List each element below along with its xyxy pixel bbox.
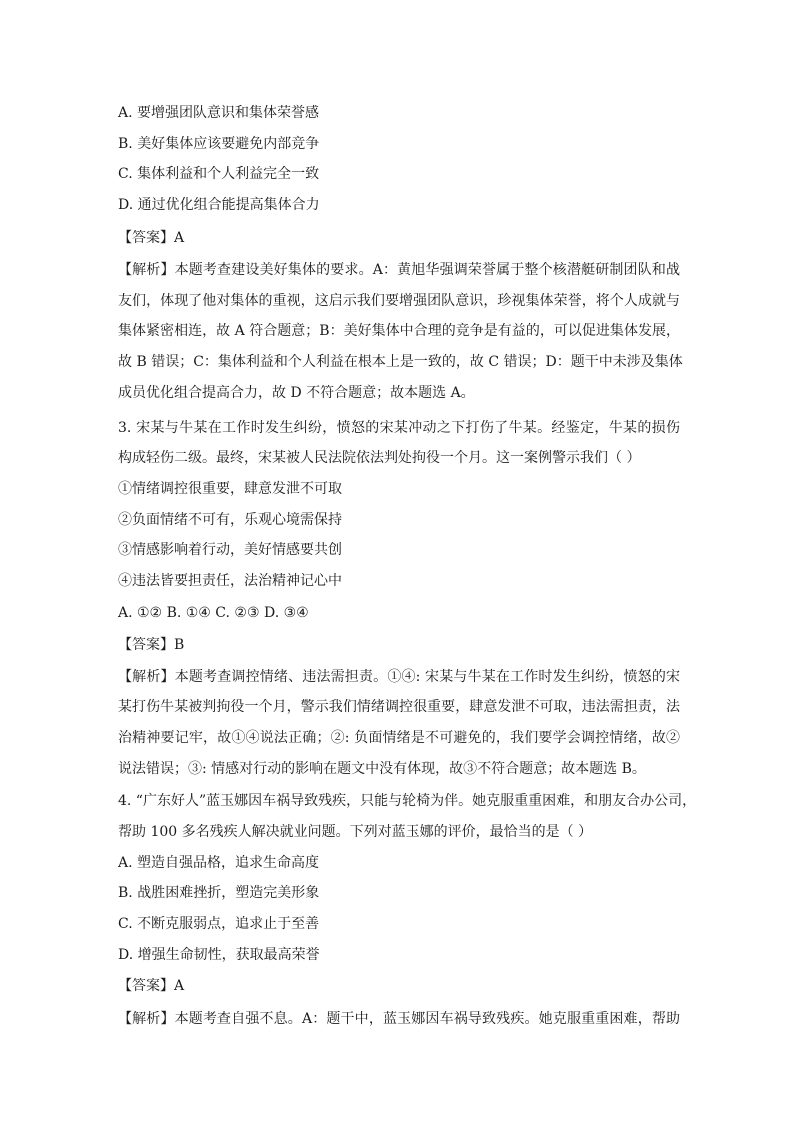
q2-analysis-line: 故 B 错误；C：集体利益和个人利益在根本上是一致的，故 C 错误；D：题干中未涉及集体	[118, 354, 683, 370]
q2-analysis-line: 集体紧密相连，故 A 符合题意；B：美好集体中合理的竞争是有益的，可以促进集体发展，	[118, 323, 680, 339]
q4-option-d: D. 增强生命韧性，获取最高荣誉	[118, 947, 320, 963]
q4-stem-line: 4. “广东好人”蓝玉娜因车祸导致残疾，只能与轮椅为伴。她克服重重困难，和朋友合办公司，	[118, 793, 697, 809]
q2-option-a: A. 要增强团队意识和集体荣誉感	[118, 105, 320, 121]
q4-option-c: C. 不断克服弱点，追求止于至善	[118, 916, 320, 932]
q4-option-a: A. 塑造自强品格，追求生命高度	[118, 855, 320, 871]
q3-stem-line: 3. 宋某与牛某在工作时发生纠纷，愤怒的宋某冲动之下打伤了牛某。经鉴定，牛某的损伤	[118, 420, 680, 436]
q3-options: A. ①② B. ①④ C. ②③ D. ③④	[118, 605, 309, 621]
q3-statement: ①情绪调控很重要，肆意发泄不可取	[118, 481, 342, 497]
q4-answer: 【答案】A	[118, 978, 185, 994]
q3-analysis-line: 说法错误；③: 情感对行动的影响在题文中没有体现，故③不符合题意；故本题选 B。	[118, 761, 646, 777]
q2-analysis-line: 【解析】本题考查建设美好集体的要求。A：黄旭华强调荣誉属于整个核潜艇研制团队和战	[118, 262, 680, 278]
q3-statement: ②负面情绪不可有，乐观心境需保持	[118, 512, 342, 528]
q4-analysis-line: 【解析】本题考查自强不息。A：题干中，蓝玉娜因车祸导致残疾。她克服重重困难，帮助	[118, 1011, 680, 1027]
q3-stem-line: 构成轻伤二级。最终，宋某被人民法院依法判处拘役一个月。这一案例警示我们（ ）	[118, 450, 641, 466]
q4-stem-line: 帮助 100 多名残疾人解决就业问题。下列对蓝玉娜的评价，最恰当的是（ ）	[118, 824, 593, 840]
q2-analysis-line: 成员优化组合提高合力，故 D 不符合题意；故本题选 A。	[118, 385, 475, 401]
q4-option-b: B. 战胜困难挫折，塑造完美形象	[118, 885, 320, 901]
q2-option-c: C. 集体利益和个人利益完全一致	[118, 166, 320, 182]
q2-analysis-line: 友们，体现了他对集体的重视，这启示我们要增强团队意识，珍视集体荣誉，将个人成就与	[118, 293, 680, 309]
q2-option-d: D. 通过优化组合能提高集体合力	[118, 197, 320, 213]
q3-answer: 【答案】B	[118, 637, 185, 653]
q3-statement: ③情感影响着行动，美好情感要共创	[118, 542, 342, 558]
q2-answer: 【答案】A	[118, 230, 185, 246]
q3-analysis-line: 治精神要记牢，故①④说法正确；②: 负面情绪是不可避免的，我们要学会调控情绪，故②	[118, 730, 680, 746]
q2-option-b: B. 美好集体应该要避免内部竞争	[118, 136, 320, 152]
q3-analysis-line: 【解析】本题考查调控情绪、违法需担责。①④: 宋某与牛某在工作时发生纠纷，愤怒的宋	[118, 669, 680, 685]
q3-analysis-line: 某打伤牛某被判拘役一个月，警示我们情绪调控很重要，肆意发泄不可取，违法需担责，法	[118, 699, 680, 715]
q3-statement: ④违法皆要担责任，法治精神记心中	[118, 573, 342, 589]
